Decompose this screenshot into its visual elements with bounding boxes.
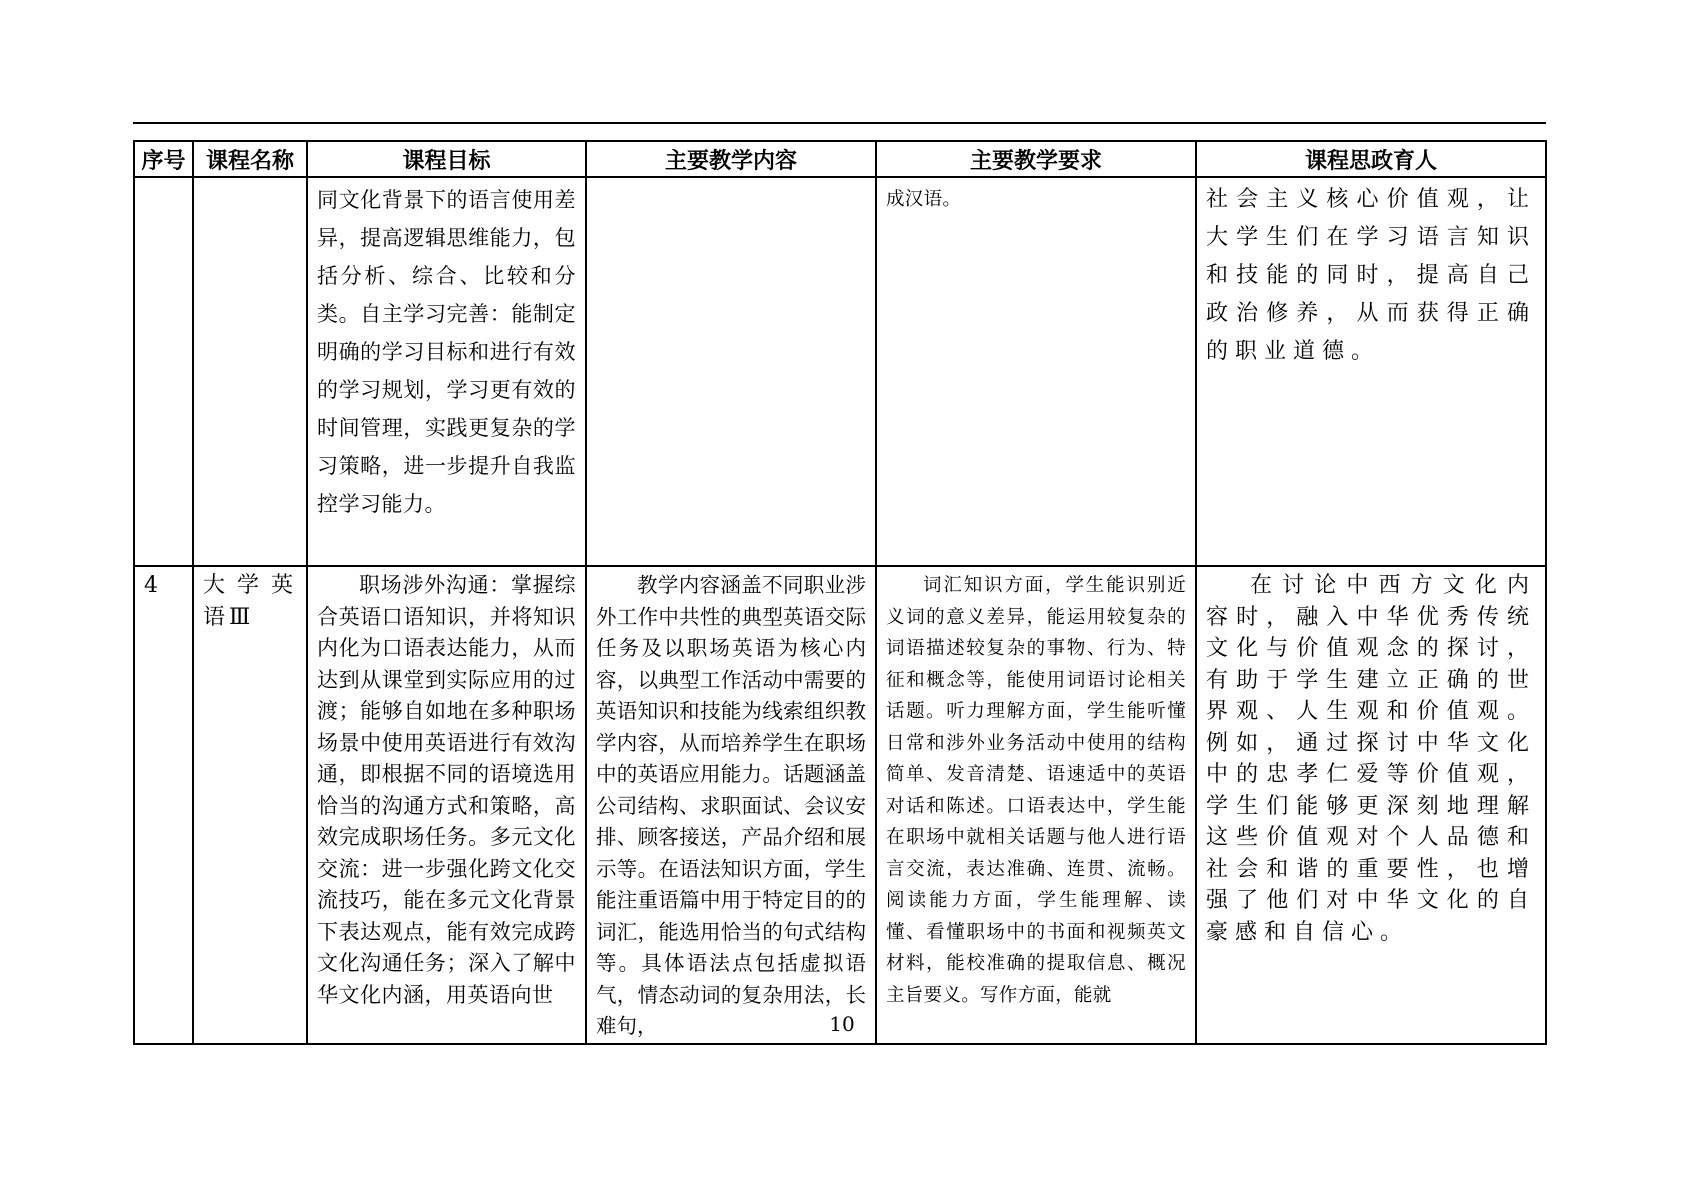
table-row-continuation [134,177,1546,566]
col-header-seq: 序号 [134,141,193,177]
cell-seq: 4 [134,566,193,1044]
cell-objectives: 同文化背景下的语言使用差异，提高逻辑思维能力，包括分析、综合、比较和分类。自主学习完善：能制定明确的学习目标和进行有效的学习规划，学习更有效的时间管理，实践更复杂的学习策略，进一步提升自我监控学习能力。 [307,177,586,566]
col-header-objectives: 课程目标 [307,141,586,177]
col-header-teaching-requirements: 主要教学要求 [876,141,1196,177]
cell-course-name [193,177,307,566]
page-header-rule [133,122,1546,124]
cell-course-name: 大学英语Ⅲ [193,566,307,1044]
course-syllabus-table [133,140,1547,1045]
page-number: 10 [829,1012,855,1036]
col-header-course-name: 课程名称 [193,141,307,177]
col-header-teaching-content: 主要教学内容 [586,141,876,177]
col-header-ideology-education: 课程思政育人 [1196,141,1546,177]
cell-ideology-education: 社会主义核心价值观，让大学生们在学习语言知识和技能的同时，提高自己政治修养，从而获得正确的职业道德。 [1196,177,1546,566]
cell-ideology-education: 在讨论中西方文化内容时，融入中华优秀传统文化与价值观念的探讨，有助于学生建立正确的世界观、人生观和价值观。例如，通过探讨中华文化中的忠孝仁爱等价值观，学生们能够更深刻地理解这些价值观对个人品德和社会和谐的重要性，也增强了他们对中华文化的自豪感和自信心。 [1196,566,1546,1044]
cell-seq [134,177,193,566]
cell-teaching-content [586,177,876,566]
cell-teaching-requirements: 词汇知识方面，学生能识别近义词的意义差异，能运用较复杂的词语描述较复杂的事物、行为、特征和概念等，能使用词语讨论相关话题。听力理解方面，学生能听懂日常和涉外业务活动中使用的结构简单、发音清楚、语速适中的英语对话和陈述。口语表达中，学生能在职场中就相关话题与他人进行语言交流，表达准确、连贯、流畅。阅读能力方面，学生能理解、读懂、看懂职场中的书面和视频英文材料，能校准确的提取信息、概况主旨要义。写作方面，能就 [876,566,1196,1044]
table-header-row [134,141,1546,177]
cell-teaching-content: 教学内容涵盖不同职业涉外工作中共性的典型英语交际任务及以职场英语为核心内容，以典型工作活动中需要的英语知识和技能为线索组织教学内容，从而培养学生在职场中的英语应用能力。话题涵盖公司结构、求职面试、会议安排、顾客接送，产品介绍和展示等。在语法知识方面，学生能注重语篇中用于特定目的的词汇，能选用恰当的句式结构等。具体语法点包括虚拟语气，情态动词的复杂用法，长难句， [586,566,876,1044]
table-row-course-4 [134,566,1546,1044]
cell-teaching-requirements: 成汉语。 [876,177,1196,566]
cell-objectives: 职场涉外沟通：掌握综合英语口语知识，并将知识内化为口语表达能力，从而达到从课堂到实际应用的过渡；能够自如地在多种职场场景中使用英语进行有效沟通，即根据不同的语境选用恰当的沟通方式和策略，高效完成职场任务。多元文化交流：进一步强化跨文化交流技巧，能在多元文化背景下表达观点，能有效完成跨文化沟通任务；深入了解中华文化内涵，用英语向世 [307,566,586,1044]
